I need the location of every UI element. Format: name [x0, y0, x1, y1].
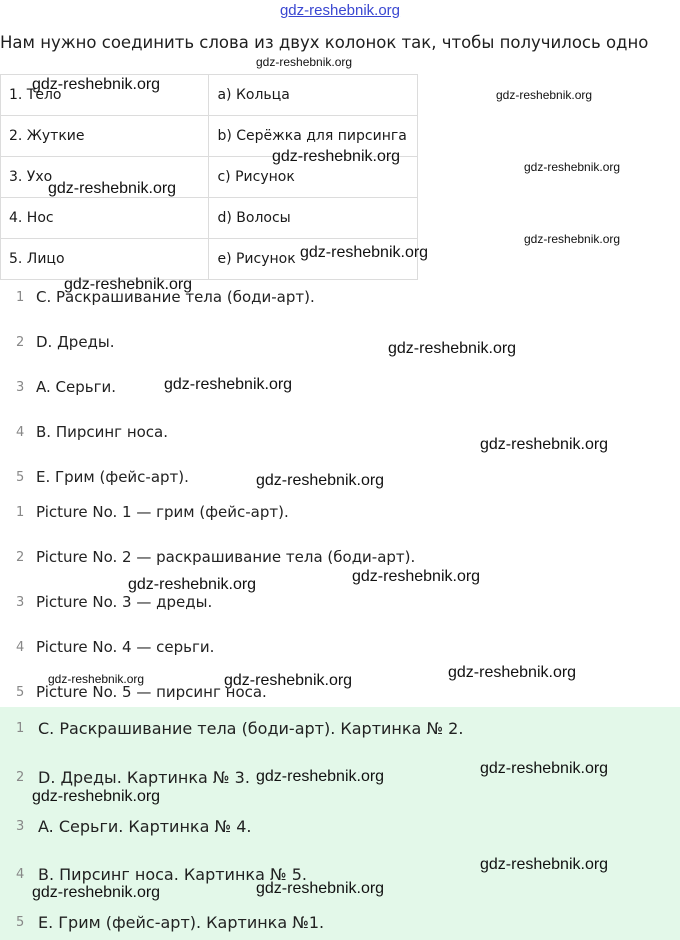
table-cell: 4. Нос [1, 198, 209, 239]
list-number: 4 [16, 640, 25, 655]
watermark: gdz-reshebnik.org [352, 568, 481, 585]
watermark: gdz-reshebnik.org [480, 760, 609, 777]
watermark: gdz-reshebnik.org [388, 340, 517, 357]
table-cell: 3. Ухо [1, 157, 209, 198]
list-number: 2 [16, 770, 25, 785]
watermark: gdz-reshebnik.org [128, 576, 257, 593]
table-cell: 2. Жуткие [1, 116, 209, 157]
list-number: 3 [16, 380, 25, 395]
watermark: gdz-reshebnik.org [448, 664, 577, 681]
watermark: gdz-reshebnik.org [48, 180, 177, 197]
watermark: gdz-reshebnik.org [524, 232, 621, 246]
watermark: gdz-reshebnik.org [300, 244, 429, 261]
table-cell: d) Волосы [209, 198, 418, 239]
watermark: gdz-reshebnik.org [272, 148, 401, 165]
watermark: gdz-reshebnik.org [48, 672, 145, 686]
watermark: gdz-reshebnik.org [256, 55, 353, 69]
list-text: Picture No. 3 — дреды. [36, 593, 213, 611]
watermark: gdz-reshebnik.org [32, 76, 161, 93]
list-text: B. Пирсинг носа. [36, 423, 169, 441]
table-cell: c) Рисунок [209, 157, 418, 198]
list-number: 1 [16, 505, 25, 520]
watermark: gdz-reshebnik.org [480, 436, 609, 453]
watermark: gdz-reshebnik.org [256, 880, 385, 897]
watermark: gdz-reshebnik.org [224, 672, 353, 689]
list-number: 5 [16, 470, 25, 485]
watermark: gdz-reshebnik.org [164, 376, 293, 393]
list-number: 2 [16, 335, 25, 350]
list-number: 1 [16, 721, 25, 736]
watermark: gdz-reshebnik.org [32, 788, 161, 805]
list-number: 1 [16, 290, 25, 305]
list-number: 3 [16, 595, 25, 610]
watermark: gdz-reshebnik.org [32, 884, 161, 901]
list-text: A. Серьги. [36, 378, 116, 396]
table-cell: e) Рисунок [209, 239, 418, 280]
table-row [1, 198, 418, 239]
table-cell: 5. Лицо [1, 239, 209, 280]
answer-text: E. Грим (фейс-арт). Картинка №1. [38, 913, 325, 932]
watermark: gdz-reshebnik.org [256, 472, 385, 489]
table-cell: 1. Тело [1, 75, 209, 116]
watermark: gdz-reshebnik.org [480, 856, 609, 873]
list-number: 4 [16, 867, 25, 882]
answer-text: C. Раскрашивание тела (боди-арт). Картинка № 2. [38, 719, 464, 738]
answer-text: D. Дреды. Картинка № 3. [38, 768, 250, 787]
list-number: 2 [16, 550, 25, 565]
list-number: 5 [16, 915, 25, 930]
list-number: 5 [16, 685, 25, 700]
answer-block [0, 707, 680, 940]
list-text: D. Дреды. [36, 333, 115, 351]
answer-text: A. Серьги. Картинка № 4. [38, 817, 252, 836]
watermark: gdz-reshebnik.org [64, 276, 193, 293]
table-cell: a) Кольца [209, 75, 418, 116]
site-link[interactable]: gdz-reshebnik.org [279, 2, 401, 19]
list-text: Picture No. 1 — грим (фейс-арт). [36, 503, 289, 521]
watermark: gdz-reshebnik.org [256, 768, 385, 785]
list-number: 3 [16, 819, 25, 834]
watermark: gdz-reshebnik.org [524, 160, 621, 174]
answer-text: B. Пирсинг носа. Картинка № 5. [38, 865, 307, 884]
list-number: 4 [16, 425, 25, 440]
list-text: C. Раскрашивание тела (боди-арт). [36, 288, 315, 306]
list-text: E. Грим (фейс-арт). [36, 468, 189, 486]
intro-text: Нам нужно соединить слова из двух колонок так, чтобы получилось одно [0, 33, 649, 52]
list-text: Picture No. 2 — раскрашивание тела (боди-арт). [36, 548, 416, 566]
table-cell: b) Серёжка для пирсинга [209, 116, 418, 157]
list-text: Picture No. 5 — пирсинг носа. [36, 683, 267, 701]
list-text: Picture No. 4 — серьги. [36, 638, 215, 656]
watermark: gdz-reshebnik.org [496, 88, 593, 102]
